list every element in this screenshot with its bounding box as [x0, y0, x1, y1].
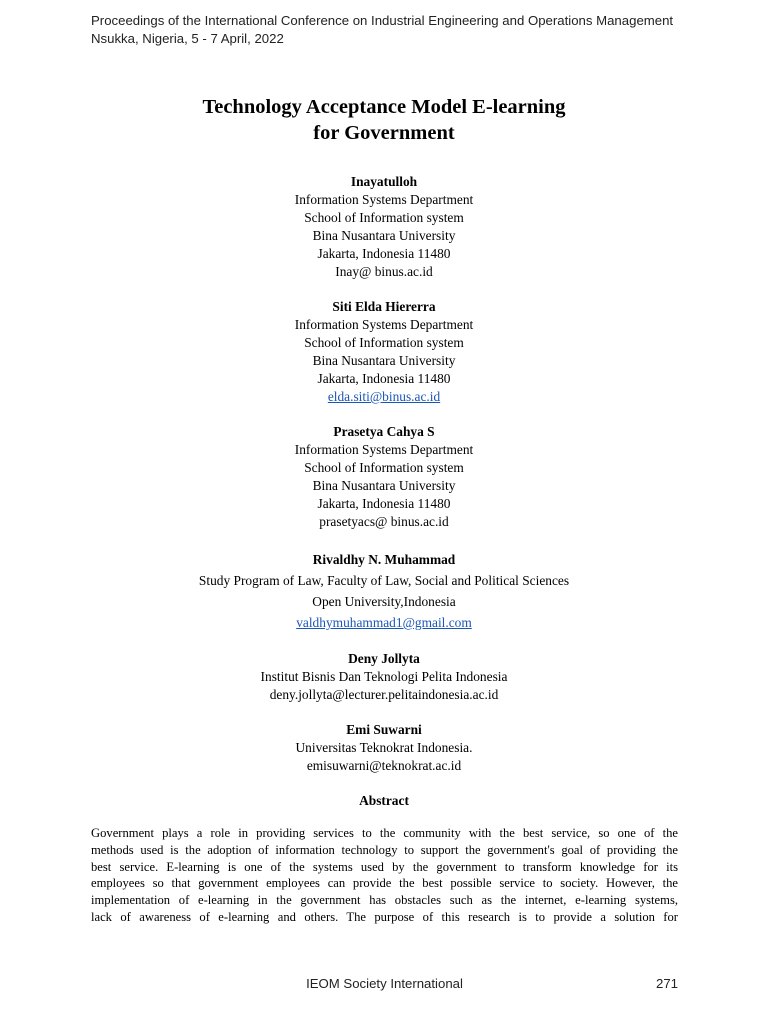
author-name: Rivaldhy N. Muhammad [312, 552, 456, 567]
author-email: emisuwarni@teknokrat.ac.id [306, 758, 462, 773]
abstract-line: implementation of e-learning in the government has obstacles such as the internet, e-learning systems, [91, 893, 678, 908]
author-email-link[interactable]: elda.siti@binus.ac.id [327, 389, 441, 404]
abstract-line: methods used is the adoption of information technology to support the government's goal of providing the [91, 842, 678, 857]
author-block [0, 423, 768, 531]
conference-name: Proceedings of the International Conference on Industrial Engineering and Operations Management [91, 13, 674, 28]
author-affiliation: Bina Nusantara University [312, 228, 456, 243]
author-affiliation: Information Systems Department [294, 317, 474, 332]
title-line-2: for Government [313, 122, 455, 144]
running-header [91, 12, 731, 48]
author-name: Inayatulloh [350, 174, 418, 189]
author-name: Siti Elda Hiererra [332, 299, 436, 314]
author-affiliation: Study Program of Law, Faculty of Law, Social and Political Sciences [198, 573, 570, 588]
abstract-line: Government plays a role in providing services to the community with the best service, so one of the [91, 826, 678, 840]
page-number: 271 [655, 976, 678, 991]
abstract-line: best service. E-learning is one of the systems used by the government to transform knowledge for its [91, 859, 678, 874]
author-block [0, 721, 768, 775]
author-email-link[interactable]: valdhymuhammad1@gmail.com [296, 615, 472, 630]
author-affiliation: Information Systems Department [294, 442, 474, 457]
abstract-heading: Abstract [359, 793, 409, 808]
author-affiliation: Jakarta, Indonesia 11480 [317, 371, 451, 386]
author-affiliation: Bina Nusantara University [312, 353, 456, 368]
author-block [0, 549, 768, 633]
author-name: Prasetya Cahya S [333, 424, 435, 439]
author-affiliation: School of Information system [304, 460, 464, 475]
footer-society: IEOM Society International [306, 976, 463, 991]
author-email: deny.jollyta@lecturer.pelitaindonesia.ac.id [269, 687, 499, 702]
author-email: Inay@ binus.ac.id [335, 264, 433, 279]
abstract-line: lack of awareness of e-learning and others. The purpose of this research is to provide a solution for [91, 909, 678, 924]
author-name: Emi Suwarni [346, 722, 422, 737]
conference-location-date: Nsukka, Nigeria, 5 - 7 April, 2022 [91, 31, 284, 46]
author-email: prasetyacs@ binus.ac.id [319, 514, 449, 529]
paper-title [0, 94, 768, 146]
author-affiliation: Bina Nusantara University [312, 478, 456, 493]
author-affiliation: School of Information system [304, 335, 464, 350]
author-affiliation: Institut Bisnis Dan Teknologi Pelita Indonesia [260, 669, 508, 684]
author-block [0, 650, 768, 704]
author-affiliation: Jakarta, Indonesia 11480 [317, 496, 451, 511]
author-affiliation: Universitas Teknokrat Indonesia. [295, 740, 473, 755]
title-line-1: Technology Acceptance Model E-learning [202, 96, 566, 118]
abstract-line: employees so that government employees can provide the best possible service to society. However, the [91, 876, 678, 891]
abstract-body [91, 825, 678, 926]
running-footer [91, 976, 678, 996]
author-affiliation: Open University,Indonesia [312, 594, 456, 609]
author-affiliation: Information Systems Department [294, 192, 474, 207]
author-affiliation: School of Information system [304, 210, 464, 225]
author-name: Deny Jollyta [348, 651, 420, 666]
author-affiliation: Jakarta, Indonesia 11480 [317, 246, 451, 261]
author-block [0, 298, 768, 406]
author-block [0, 173, 768, 281]
